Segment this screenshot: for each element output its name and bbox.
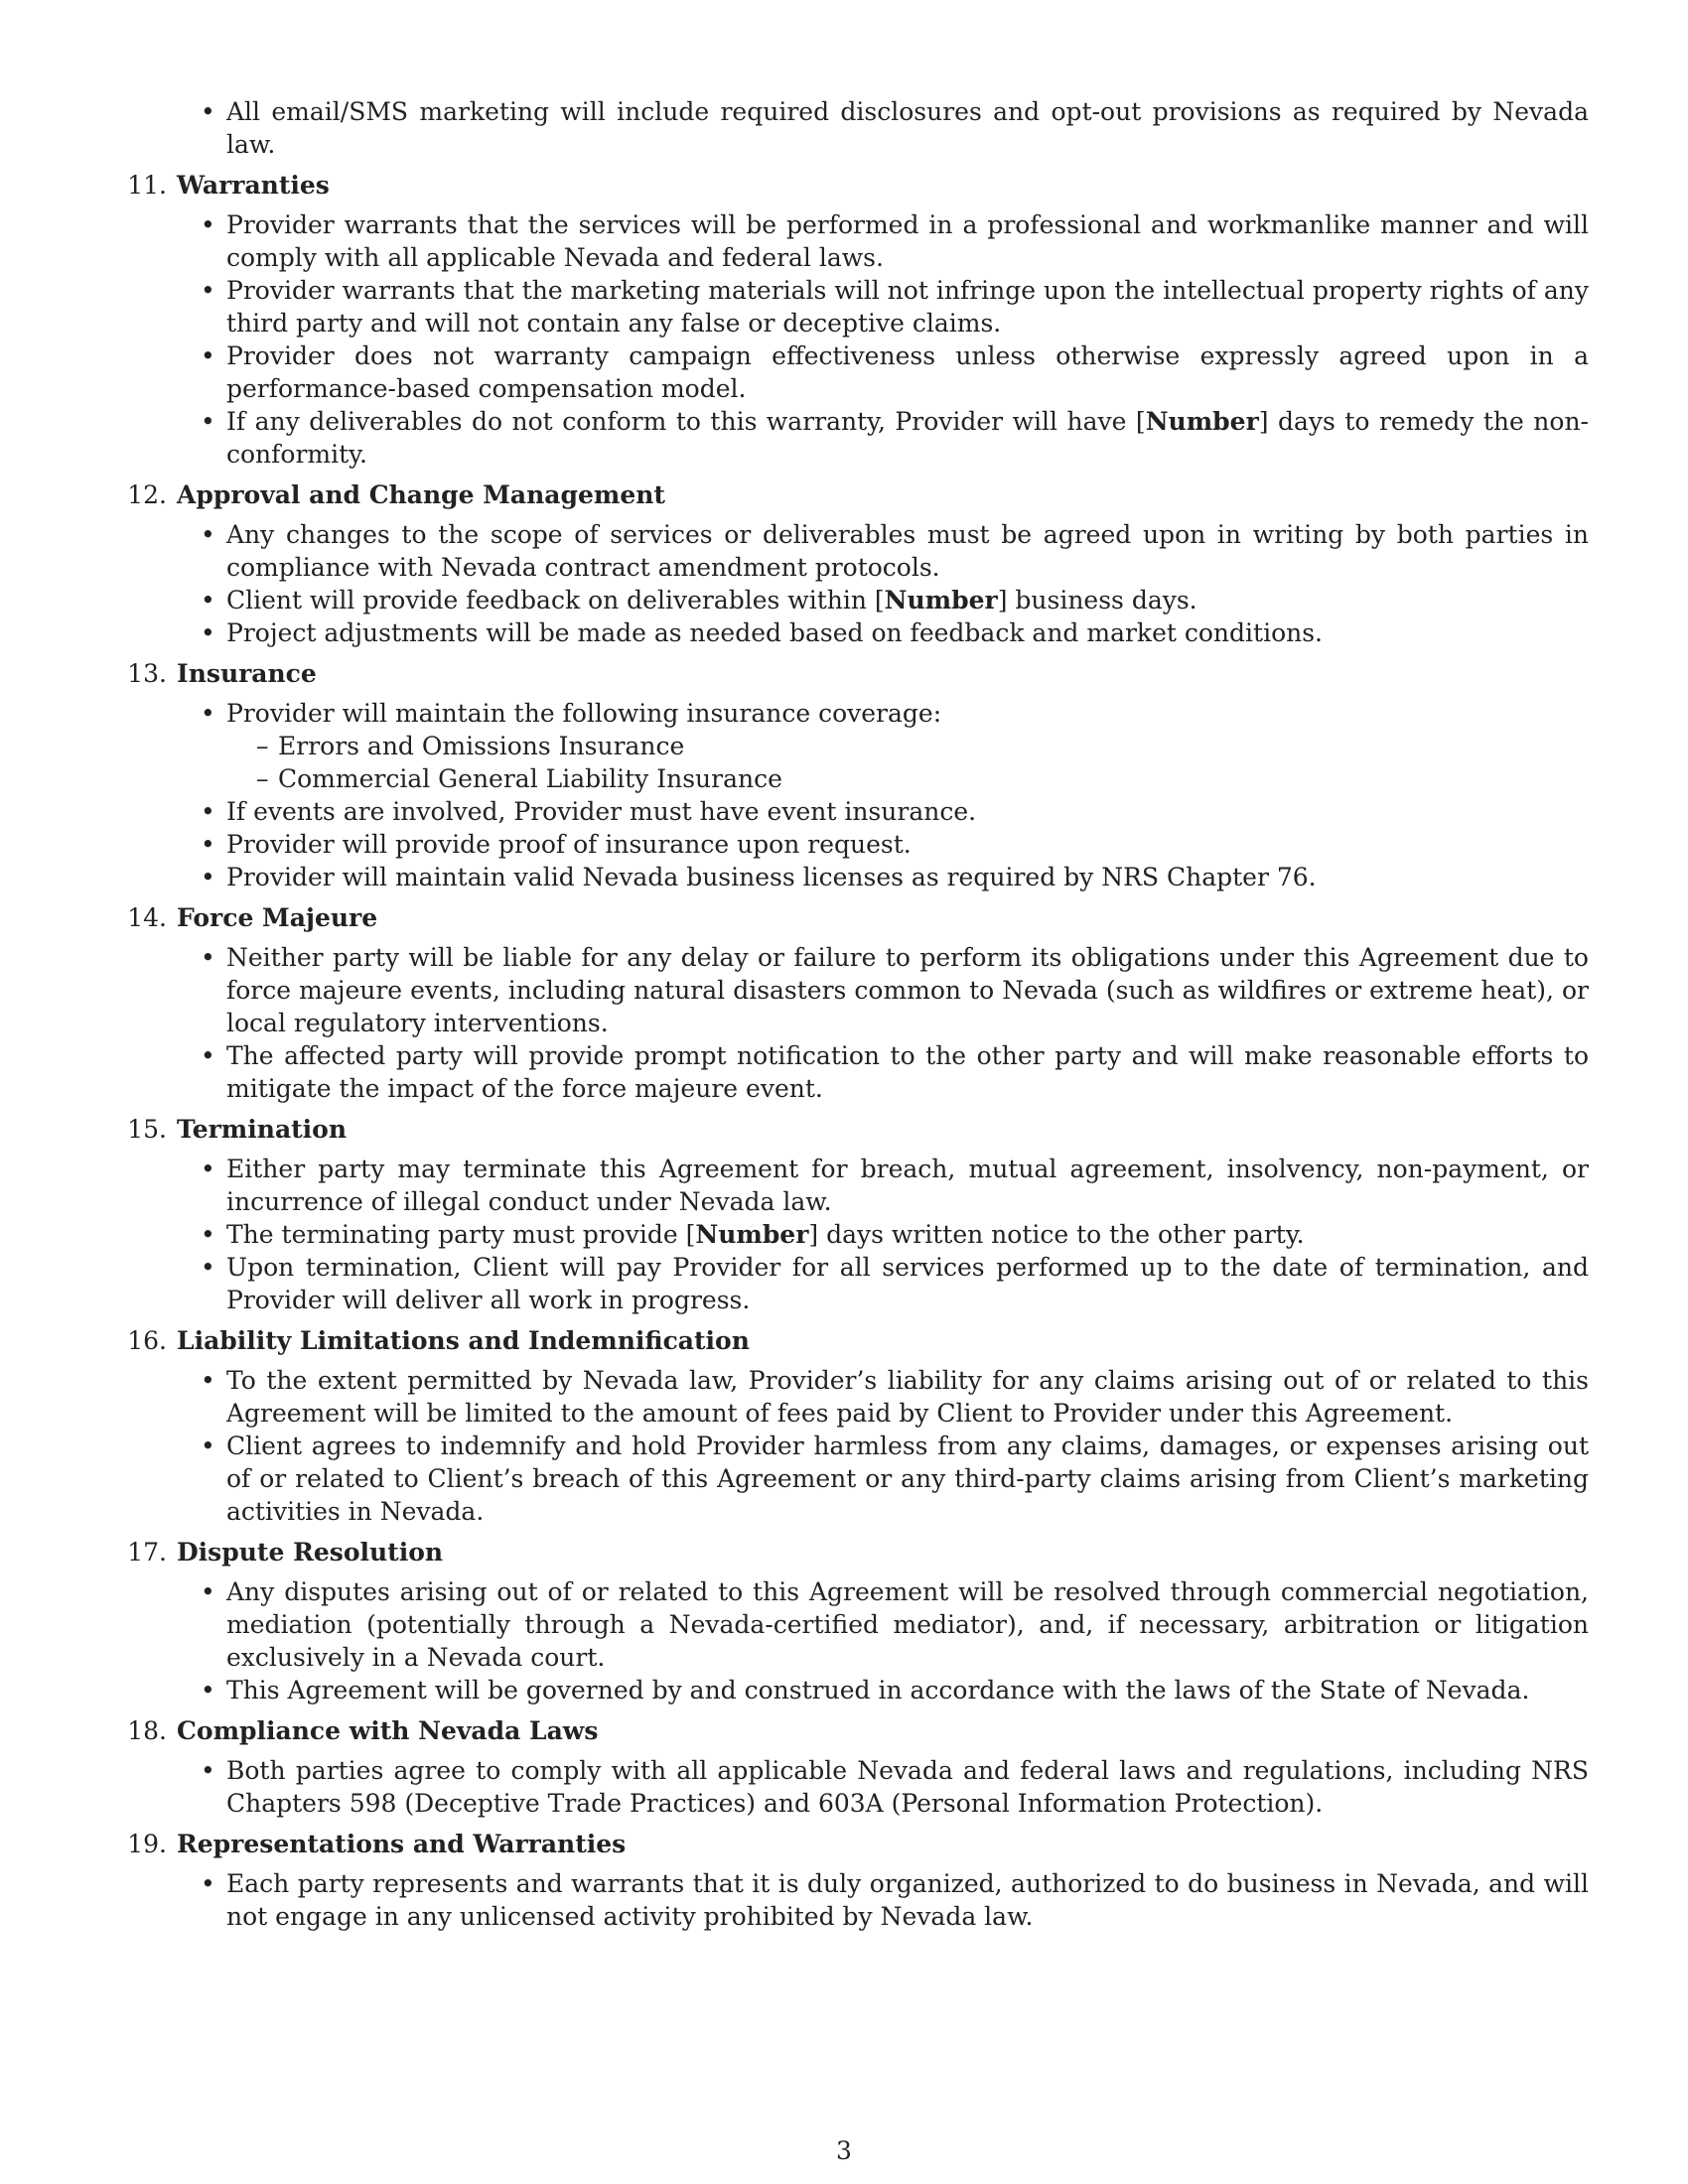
section-title: Dispute Resolution <box>177 1538 444 1567</box>
list-item <box>111 208 1589 274</box>
bullet-text: Any disputes arising out of or related to this Agreement will be resolved through commercial negotiation, mediation (potentially through a Nevada-certified mediator), and, if necessary, arbitration or litigation exclusively in a Nevada court. <box>226 1577 1589 1672</box>
list-item <box>111 828 1589 861</box>
bullet-text: To the extent permitted by Nevada law, Provider’s liability for any claims arising out of or related to this Agreement will be limited to the amount of fees paid by Client to Provider under this Agreement. <box>226 1366 1589 1428</box>
list-item <box>111 1364 1589 1430</box>
bullet-text: Provider will maintain valid Nevada business licenses as required by NRS Chapter 76. <box>226 863 1317 891</box>
list-item <box>111 274 1589 340</box>
bullet-text: ] days written notice to the other party. <box>808 1220 1305 1249</box>
section-18 <box>111 1716 1589 1820</box>
bullet-text: Either party may terminate this Agreement for breach, mutual agreement, insolvency, non-payment, or incurrence of illegal conduct under Nevada law. <box>226 1155 1589 1216</box>
sub-list <box>111 730 1589 795</box>
section-number: 13. <box>127 659 167 688</box>
bullet-text: Client agrees to indemnify and hold Provider harmless from any claims, damages, or expenses arising out of or related to Client’s breach of this Agreement or any third-party claims arising from Client’s marketing activities in Nevada. <box>226 1432 1589 1526</box>
bullet-text: This Agreement will be governed by and construed in accordance with the laws of the State of Nevada. <box>226 1676 1530 1705</box>
section-12 <box>111 480 1589 649</box>
bullet-text: The terminating party must provide [ <box>226 1220 696 1249</box>
section-title: Liability Limitations and Indemnification <box>177 1326 750 1355</box>
list-item <box>111 861 1589 893</box>
section-heading <box>111 1326 1589 1360</box>
bullet-text: ] days to remedy the non-conformity. <box>226 407 1589 469</box>
bullet-list <box>111 1867 1589 1933</box>
sub-list-item: – Commercial General Liability Insurance <box>111 762 1589 795</box>
list-item <box>111 1867 1589 1933</box>
section-heading <box>111 171 1589 205</box>
section-title: Compliance with Nevada Laws <box>177 1716 599 1745</box>
section-number: 12. <box>127 480 167 509</box>
bullet-list <box>111 1754 1589 1820</box>
section-heading <box>111 903 1589 937</box>
section-number: 19. <box>127 1830 167 1858</box>
section-heading <box>111 1716 1589 1750</box>
section-heading <box>111 1538 1589 1571</box>
bullet-list <box>111 1575 1589 1706</box>
list-item <box>111 1039 1589 1105</box>
section-17 <box>111 1538 1589 1706</box>
bullet-list <box>111 1153 1589 1316</box>
section-19 <box>111 1830 1589 1933</box>
list-item <box>111 340 1589 405</box>
section-16 <box>111 1326 1589 1528</box>
bullet-text: Provider will provide proof of insurance upon request. <box>226 830 912 859</box>
bullet-list <box>111 941 1589 1105</box>
sections-container <box>111 171 1589 1933</box>
placeholder-field: Number <box>695 1220 809 1249</box>
bullet-list <box>111 208 1589 471</box>
section-title: Force Majeure <box>177 903 378 932</box>
section-title: Warranties <box>177 171 330 200</box>
section-heading <box>111 480 1589 514</box>
section-title: Representations and Warranties <box>177 1830 627 1858</box>
placeholder-field: Number <box>884 586 998 614</box>
sub-list-item: – Errors and Omissions Insurance <box>111 730 1589 762</box>
section-number: 11. <box>127 171 167 200</box>
bullet-text: Each party represents and warrants that it is duly organized, authorized to do business in Nevada, and will not engage in any unlicensed activity prohibited by Nevada law. <box>226 1869 1589 1931</box>
page-number: 3 <box>836 2136 852 2165</box>
section-heading <box>111 1115 1589 1149</box>
section-11 <box>111 171 1589 471</box>
bullet-text: Provider warrants that the marketing materials will not infringe upon the intellectual property rights of any third party and will not contain any false or deceptive claims. <box>226 276 1589 338</box>
list-item <box>111 1754 1589 1820</box>
intro-bullet: • All email/SMS marketing will include required disclosures and opt-out provisions as required by Nevada law. <box>111 95 1589 161</box>
bullet-text: Provider does not warranty campaign effectiveness unless otherwise expressly agreed upon in a performance-based compensation model. <box>226 341 1589 403</box>
list-item <box>111 584 1589 616</box>
document-body <box>111 95 1589 1943</box>
section-heading <box>111 1830 1589 1863</box>
list-item <box>111 1251 1589 1316</box>
section-number: 14. <box>127 903 167 932</box>
list-item <box>111 795 1589 828</box>
bullet-text: Client will provide feedback on deliverables within [ <box>226 586 885 614</box>
section-title: Insurance <box>177 659 317 688</box>
section-number: 17. <box>127 1538 167 1567</box>
bullet-text: Neither party will be liable for any delay or failure to perform its obligations under this Agreement due to force majeure events, including natural disasters common to Nevada (such as wildfires or extreme heat), or local regulatory interventions. <box>226 943 1589 1037</box>
bullet-text: ] business days. <box>997 586 1197 614</box>
section-title: Termination <box>177 1115 348 1144</box>
bullet-text: Both parties agree to comply with all applicable Nevada and federal laws and regulations, including NRS Chapters 598 (Deceptive Trade Practices) and 603A (Personal Information Protection). <box>226 1756 1589 1818</box>
list-item <box>111 616 1589 649</box>
bullet-text: The affected party will provide prompt notification to the other party and will make reasonable efforts to mitigate the impact of the force majeure event. <box>226 1041 1589 1103</box>
list-item <box>111 405 1589 471</box>
section-15 <box>111 1115 1589 1316</box>
bullet-text: If events are involved, Provider must have event insurance. <box>226 797 977 826</box>
list-item <box>111 1218 1589 1251</box>
list-item <box>111 697 1589 795</box>
list-item <box>111 1153 1589 1218</box>
section-13 <box>111 659 1589 893</box>
section-14 <box>111 903 1589 1105</box>
section-number: 16. <box>127 1326 167 1355</box>
list-item <box>111 518 1589 584</box>
list-item <box>111 1430 1589 1528</box>
bullet-text: If any deliverables do not conform to this warranty, Provider will have [ <box>226 407 1146 436</box>
intro-bullet-list <box>111 95 1589 161</box>
section-number: 15. <box>127 1115 167 1144</box>
bullet-text: Upon termination, Client will pay Provider for all services performed up to the date of termination, and Provider will deliver all work in progress. <box>226 1253 1589 1314</box>
bullet-text: Any changes to the scope of services or deliverables must be agreed upon in writing by both parties in compliance with Nevada contract amendment protocols. <box>226 520 1589 582</box>
bullet-text: Provider warrants that the services will be performed in a professional and workmanlike manner and will comply with all applicable Nevada and federal laws. <box>226 210 1589 272</box>
list-item <box>111 1674 1589 1706</box>
section-heading <box>111 659 1589 693</box>
section-number: 18. <box>127 1716 167 1745</box>
bullet-text: Provider will maintain the following insurance coverage: <box>226 699 942 728</box>
bullet-list <box>111 518 1589 649</box>
placeholder-field: Number <box>1145 407 1259 436</box>
bullet-list <box>111 1364 1589 1528</box>
bullet-list <box>111 697 1589 893</box>
list-item <box>111 1575 1589 1674</box>
bullet-text: Project adjustments will be made as needed based on feedback and market conditions. <box>226 618 1323 647</box>
section-title: Approval and Change Management <box>177 480 665 509</box>
list-item <box>111 941 1589 1039</box>
